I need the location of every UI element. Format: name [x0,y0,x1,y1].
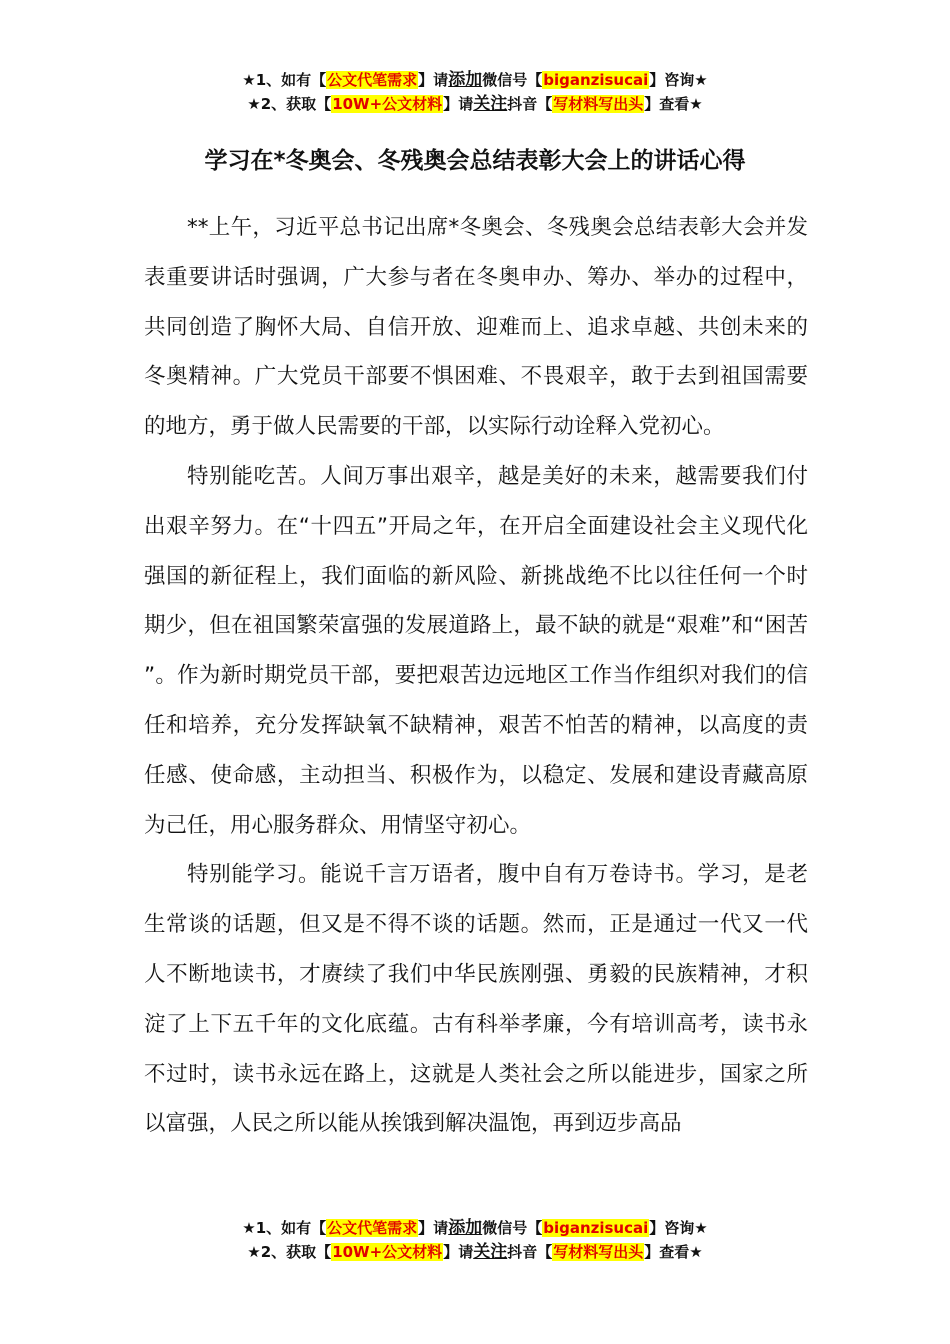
footer-banner [0,1216,950,1264]
document-title: 学习在*冬奥会、冬残奥会总结表彰大会上的讲话心得 [204,148,746,174]
banner-douyin-account: 写材料写出头 [553,1243,644,1261]
banner-underlined-text: 添加 [448,70,483,90]
banner-wechat-id: biganzisucai [543,1219,649,1237]
banner-highlight: 公文代笔需求 [327,1219,418,1237]
paragraph-intro: **上午，习近平总书记出席*冬奥会、冬残奥会总结表彰大会并发表重要讲话时强调，广大参与者在冬奥申办、筹办、举办的过程中，共同创造了胸怀大局、自信开放、迎难而上、追求卓越、共创未来的冬奥精神。广大党员干部要不惧困难、不畏艰辛，敢于去到祖国需要的地方，勇于做人民需要的干部，以实际行动诠释入党初心。 [144,215,808,440]
banner-douyin-account: 写材料写出头 [553,95,644,113]
paragraph-learning: 特别能学习。能说千言万语者，腹中自有万卷诗书。学习，是老生常谈的话题，但又是不得不谈的话题。然而，正是通过一代又一代人不断地读书，才赓续了我们中华民族刚强、勇毅的民族精神，才积淀了上下五千年的文化底蕴。古有科举孝廉，今有培训高考，读书永不过时，读书永远在路上，这就是人类社会之所以能进步，国家之所以富强，人民之所以能从挨饿到解决温饱，再到迈步高品 [144,862,808,1137]
banner-line-1: ★1、如有【公文代笔需求】请添加微信号【biganzisucai】咨询★ [242,70,708,90]
banner-highlight: 10W+公文材料 [332,95,443,113]
banner-underlined-text: 关注 [473,1242,508,1262]
banner-line-2: ★2、获取【10W+公文材料】请关注抖音【写材料写出头】查看★ [247,94,703,114]
document-body [144,203,808,1149]
banner-underlined-text: 关注 [473,94,508,114]
banner-wechat-id: biganzisucai [543,71,649,89]
banner-line-1: ★1、如有【公文代笔需求】请添加微信号【biganzisucai】咨询★ [242,1218,708,1238]
banner-line-2: ★2、获取【10W+公文材料】请关注抖音【写材料写出头】查看★ [247,1242,703,1262]
banner-underlined-text: 添加 [448,1218,483,1238]
banner-highlight: 公文代笔需求 [327,71,418,89]
header-banner [0,68,950,116]
banner-highlight: 10W+公文材料 [332,1243,443,1261]
paragraph-hardship: 特别能吃苦。人间万事出艰辛，越是美好的未来，越需要我们付出艰辛努力。在“十四五”开局之年，在开启全面建设社会主义现代化强国的新征程上，我们面临的新风险、新挑战绝不比以往任何一个时期少，但在祖国繁荣富强的发展道路上，最不缺的就是“艰难”和“困苦”。作为新时期党员干部，要把艰苦边远地区工作当作组织对我们的信任和培养，充分发挥缺氧不缺精神，艰苦不怕苦的精神，以高度的责任感、使命感，主动担当、积极作为，以稳定、发展和建设青藏高原为己任，用心服务群众、用情坚守初心。 [144,463,808,838]
